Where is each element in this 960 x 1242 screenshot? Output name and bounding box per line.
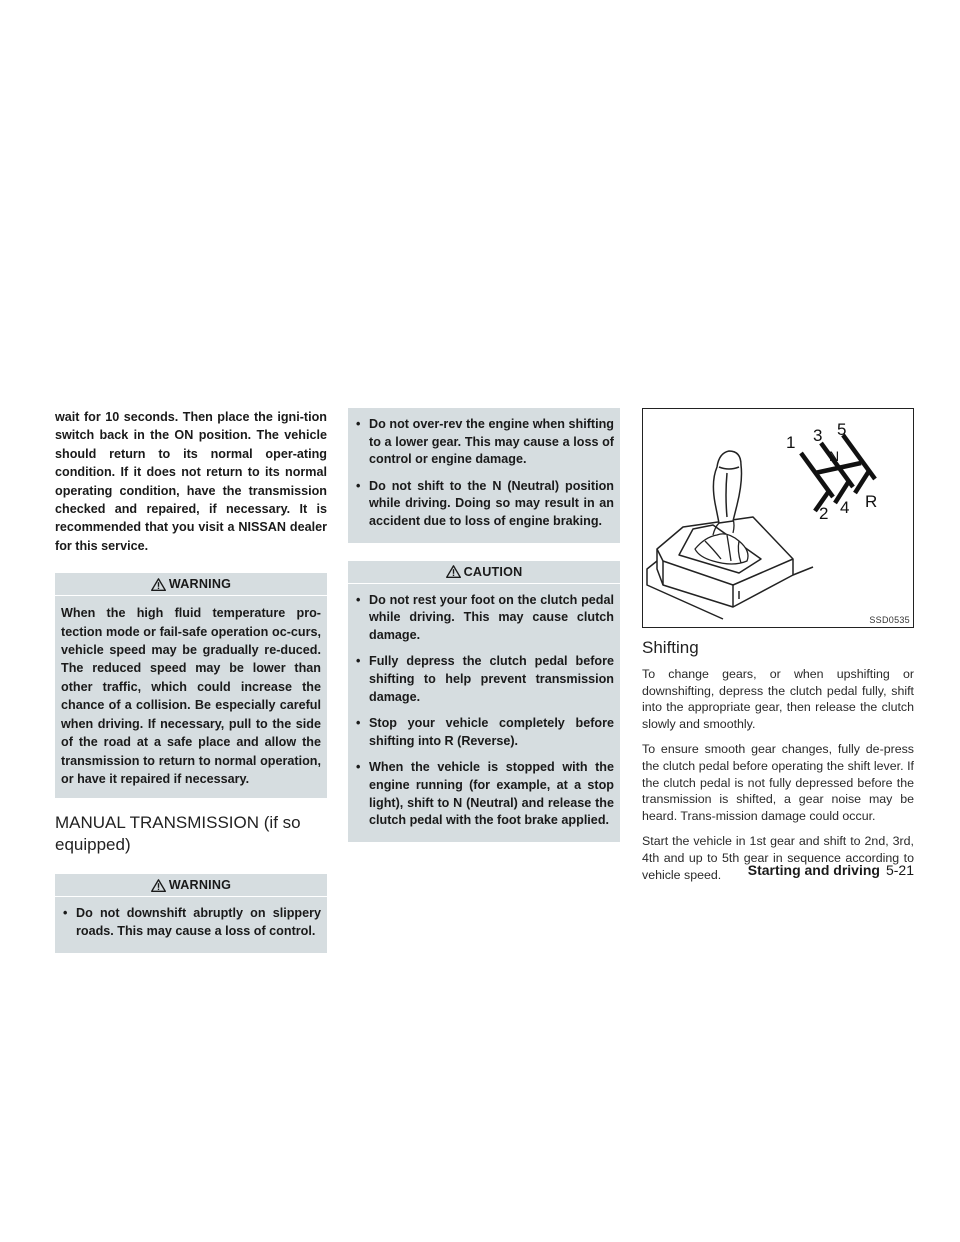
warning-list <box>354 416 614 531</box>
warning-body <box>348 414 620 535</box>
caution-header <box>348 561 620 583</box>
warning-item: • Do not over-rev the engine when shifting to a lower gear. This may cause a loss of control or engine damage. <box>354 416 614 469</box>
gear-shift-illustration <box>643 409 913 627</box>
caution-item: • When the vehicle is stopped with the engine running (for example, at a stop light), shift to N (Neutral) and release the clutch pedal with the foot brake applied. <box>354 759 614 829</box>
caution-item: • Do not rest your foot on the clutch pedal while driving. This may cause clutch damage. <box>354 592 614 645</box>
body-paragraph: To change gears, or when upshifting or downshifting, depress the clutch pedal fully, shift into the appropriate gear, then release the clutch slowly and smoothly. <box>642 667 914 731</box>
warning-box-fluid-temperature <box>55 573 327 798</box>
caution-body <box>348 583 620 834</box>
section-title-manual-transmission: MANUAL TRANSMISSION (if so equipped) <box>55 813 301 855</box>
gear-label-4: 4 <box>840 498 850 517</box>
intro-paragraph: wait for 10 seconds. Then place the igni-tion switch back in the ON position. The vehicle should return to its normal oper-ating condition. If it does not return to its normal operating condition, have the transmission checked and repaired, if necessary. It is recommended that you visit a NISSAN dealer for this service. <box>55 410 327 553</box>
subsection-title-shifting: Shifting <box>642 638 699 657</box>
warning-item: • Do not shift to the N (Neutral) position while driving. Doing so may result in an accident due to loss of engine braking. <box>354 478 614 531</box>
figure-code: SSD0535 <box>869 615 910 625</box>
warning-triangle-icon <box>151 578 166 591</box>
caution-list <box>354 592 614 830</box>
warning-list <box>61 905 321 940</box>
gear-label-5: 5 <box>837 420 847 439</box>
shift-pattern-figure <box>642 408 914 628</box>
warning-body <box>55 595 327 790</box>
caution-box <box>348 561 620 842</box>
footer-section-title: Starting and driving <box>747 862 880 878</box>
caution-item: • Fully depress the clutch pedal before shifting to help prevent transmission damage. <box>354 653 614 706</box>
warning-text: When the high fluid temperature pro-tection mode or fail-safe operation oc-curs, vehicle speed may be gradually re-duced. The reduced speed may be lower than other traffic, which could increase the chance of a collision. Be especially careful when driving. If necessary, pull to the side of the road at a safe place and allow the transmission to return to normal operation, or have it repaired if necessary. <box>61 606 321 786</box>
warning-header <box>55 874 327 896</box>
warning-body <box>55 896 327 944</box>
warning-box-downshift <box>55 874 327 952</box>
warning-header <box>55 573 327 595</box>
column-middle <box>348 408 620 842</box>
warning-box-continued <box>348 408 620 543</box>
warning-title: WARNING <box>168 878 232 893</box>
page-footer <box>642 862 914 878</box>
caution-title: CAUTION <box>463 564 523 579</box>
gear-label-3: 3 <box>813 426 823 445</box>
column-right <box>642 408 914 892</box>
warning-triangle-icon <box>151 879 166 892</box>
caution-triangle-icon <box>446 565 461 578</box>
page-number: 5-21 <box>885 862 914 878</box>
warning-item: • Do not downshift abruptly on slippery roads. This may cause a loss of control. <box>61 905 321 940</box>
body-paragraph: Start the vehicle in 1st gear and shift to 2nd, 3rd, 4th and up to 5th gear in sequence according to vehicle speed. <box>642 834 914 882</box>
gear-label-R: R <box>865 492 878 511</box>
column-left <box>55 408 327 953</box>
gear-label-1: 1 <box>786 433 796 452</box>
gear-label-2: 2 <box>819 504 829 523</box>
gear-label-N: N <box>829 448 840 464</box>
warning-title: WARNING <box>168 577 232 592</box>
body-paragraph: To ensure smooth gear changes, fully de-press the clutch pedal before operating the shift lever. If the clutch pedal is not fully depressed before the transmission is shifted, a gear noise may be heard. Trans-mission damage could occur. <box>642 742 914 823</box>
caution-item: • Stop your vehicle completely before shifting into R (Reverse). <box>354 715 614 750</box>
